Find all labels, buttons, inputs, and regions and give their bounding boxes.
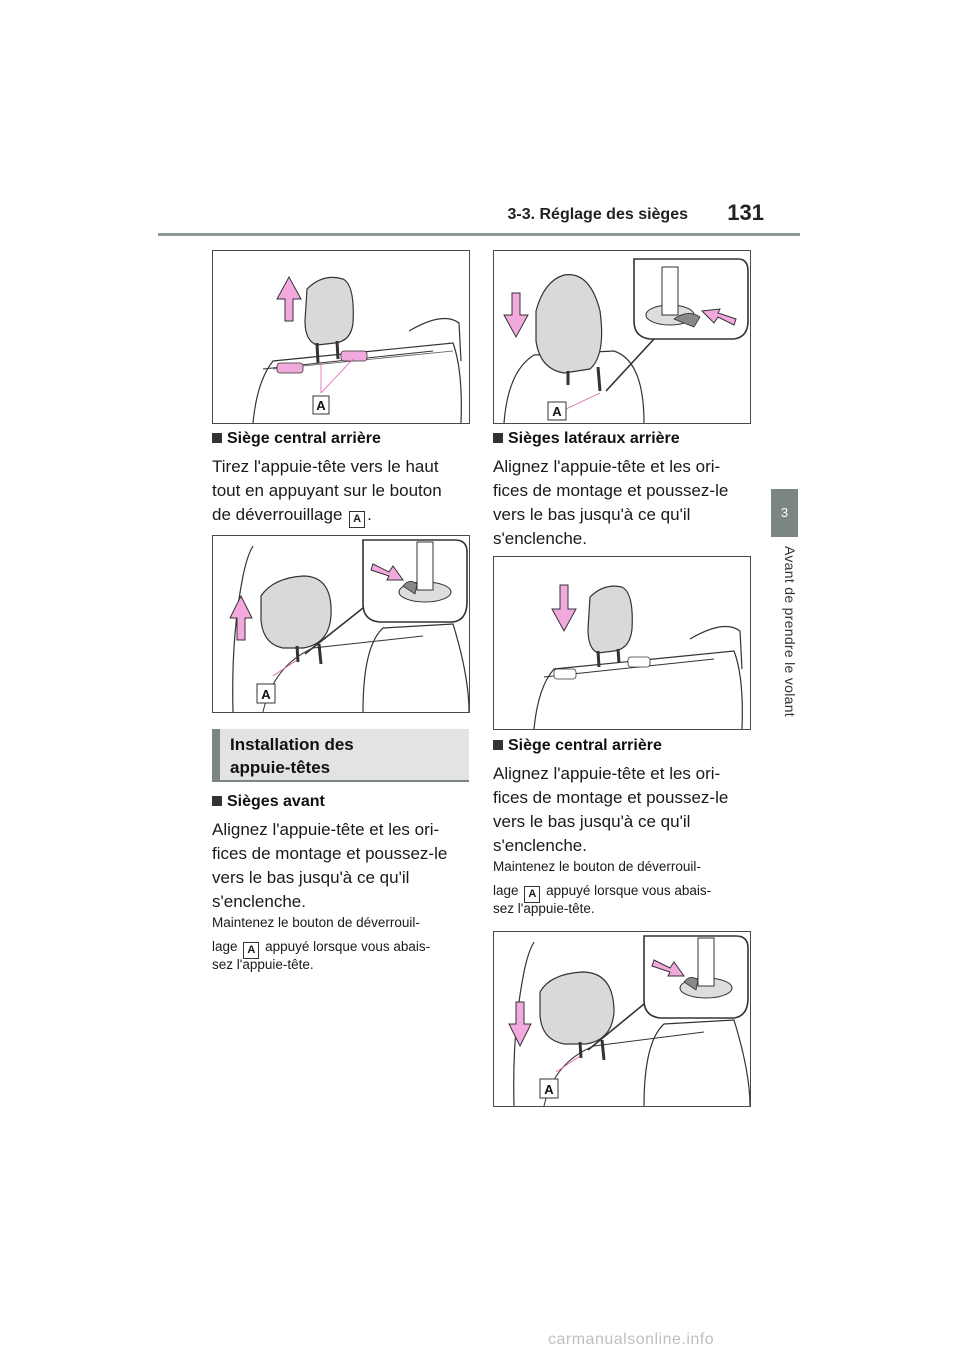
figure-rear-center-install xyxy=(493,556,751,730)
figure-rear-side-install xyxy=(493,250,751,424)
section-heading: Installation des appuie-têtes xyxy=(230,735,354,777)
label-a-tag: A xyxy=(552,404,562,419)
paragraph-front-seats: Alignez l'appuie-tête et les ori- fices de montage et poussez-le vers le bas jusqu'à ce qu'il s'enclenche. xyxy=(212,820,448,911)
label-a-tag: A xyxy=(316,398,326,413)
watermark: carmanualsonline.info xyxy=(548,1331,715,1348)
label-a-tag: A xyxy=(544,1082,554,1097)
bullet-icon xyxy=(212,796,222,806)
page-number: 131 xyxy=(727,200,764,225)
label-a-tag: A xyxy=(243,942,259,959)
header-divider xyxy=(158,233,800,236)
bullet-icon xyxy=(493,740,503,750)
figure-rear-center-release xyxy=(493,931,751,1107)
heading-rear-side: Sièges latéraux arrière xyxy=(493,430,680,448)
heading-rear-center: Siège central arrière xyxy=(212,430,381,448)
chapter-label: Avant de prendre le volant xyxy=(782,546,798,717)
paragraph-rear-center-removal: Tirez l'appuie-tête vers le haut tout en appuyant sur le bouton de déverrouillage A . xyxy=(212,455,482,528)
label-a-tag: A xyxy=(349,511,365,528)
bullet-icon xyxy=(493,433,503,443)
section-heading-box xyxy=(212,729,469,782)
chapter-tab: 3 xyxy=(771,489,798,537)
section-title: 3-3. Réglage des sièges xyxy=(507,206,688,223)
note-rear-center-install: Maintenez le bouton de déverrouil- lage A appuyé lorsque vous abais- sez l'appuie-tête. xyxy=(493,859,712,916)
paragraph-rear-side: Alignez l'appuie-tête et les ori- fices de montage et poussez-le vers le bas jusqu'à ce qu'il s'enclenche. xyxy=(493,457,729,548)
bullet-icon xyxy=(212,433,222,443)
heading-front-seats: Sièges avant xyxy=(212,793,325,811)
figure-front-seat-install xyxy=(212,535,470,713)
note-front-seats: Maintenez le bouton de déverrouil- lage A appuyé lorsque vous abais- sez l'appuie-tête. xyxy=(212,915,431,972)
figure-rear-center-removal xyxy=(212,250,470,424)
heading-rear-center-install: Siège central arrière xyxy=(493,737,662,755)
label-a-tag: A xyxy=(524,886,540,903)
paragraph-rear-center-install: Alignez l'appuie-tête et les ori- fices de montage et poussez-le vers le bas jusqu'à ce qu'il s'enclenche. xyxy=(493,764,729,855)
label-a-tag: A xyxy=(261,687,271,702)
